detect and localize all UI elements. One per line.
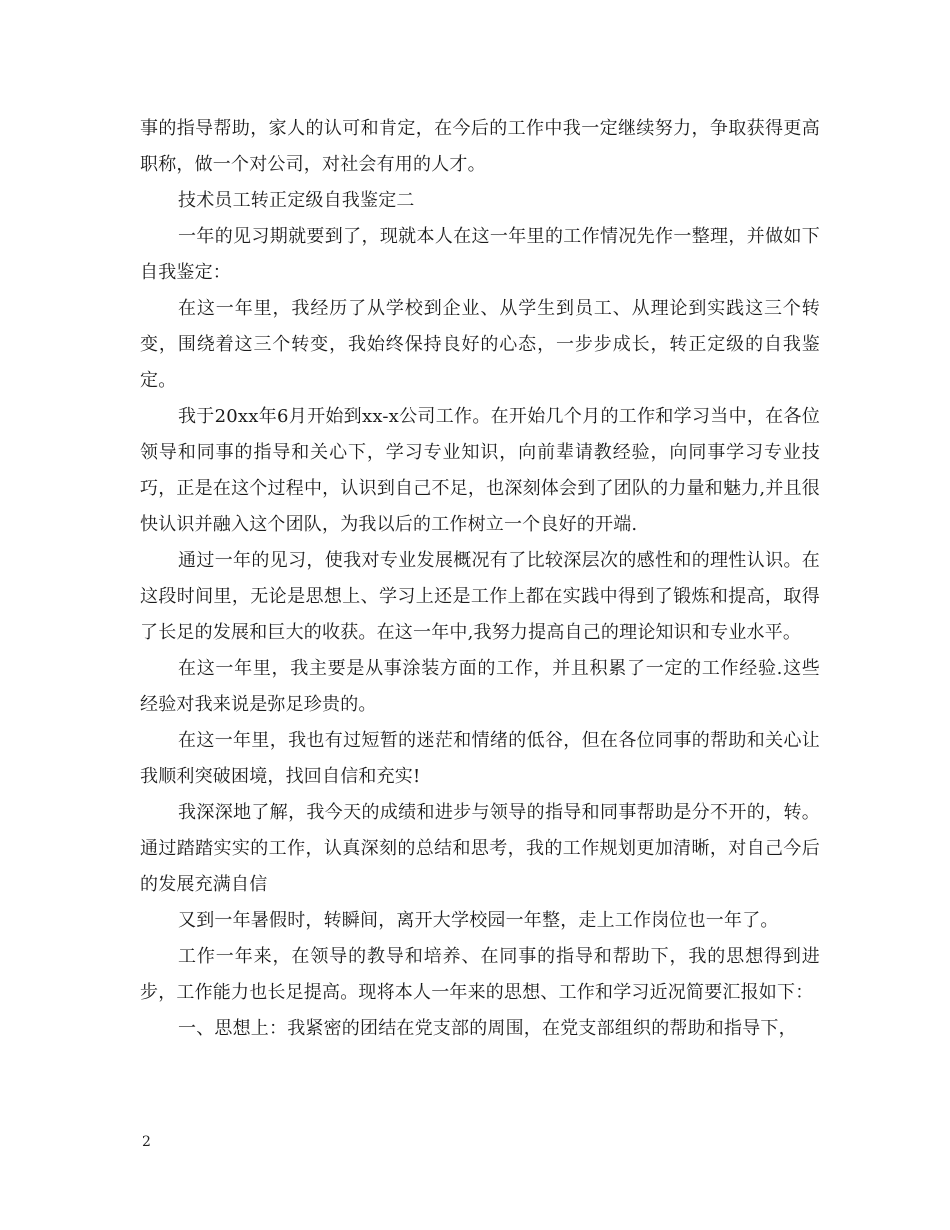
paragraph: 在这一年里，我也有过短暂的迷茫和情绪的低谷，但在各位同事的帮助和关心让我顺利突破困境，找回自信和充实! [140, 730, 820, 787]
paragraph: 一、思想上：我紧密的团结在党支部的周围，在党支部组织的帮助和指导下， [178, 1018, 797, 1039]
paragraph: 又到一年暑假时，转瞬间，离开大学校园一年整，走上工作岗位也一年了。 [178, 910, 779, 931]
section-heading: 技术员工转正定级自我鉴定二 [178, 190, 415, 211]
paragraph: 事的指导帮助，家人的认可和肯定，在今后的工作中我一定继续努力，争取获得更高职称，做一个对公司，对社会有用的人才。 [140, 118, 820, 175]
paragraph: 在这一年里，我经历了从学校到企业、从学生到员工、从理论到实践这三个转变，围绕着这三个转变，我始终保持良好的心态，一步步成长，转正定级的自我鉴定。 [140, 298, 820, 391]
document-body [140, 111, 820, 1047]
paragraph: 在这一年里，我主要是从事涂装方面的工作，并且积累了一定的工作经验.这些经验对我来说是弥足珍贵的。 [140, 658, 820, 715]
page-number: 2 [142, 1134, 151, 1150]
paragraph: 我于20xx年6月开始到xx-x公司工作。在开始几个月的工作和学习当中，在各位领导和同事的指导和关心下，学习专业知识，向前辈请教经验，向同事学习专业技巧，正是在这个过程中，认识到自己不足，也深刻体会到了团队的力量和魅力,并且很快认识并融入这个团队，为我以后的工作树立一个良好的开端. [140, 406, 820, 535]
paragraph: 通过一年的见习，使我对专业发展概况有了比较深层次的感性和的理性认识。在这段时间里，无论是思想上、学习上还是工作上都在实践中得到了锻炼和提高，取得了长足的发展和巨大的收获。在这一年中,我努力提高自己的理论知识和专业水平。 [140, 550, 820, 643]
paragraph: 我深深地了解，我今天的成绩和进步与领导的指导和同事帮助是分不开的，转。通过踏踏实实的工作，认真深刻的总结和思考，我的工作规划更加清晰，对自己今后的发展充满自信 [140, 802, 820, 895]
paragraph: 一年的见习期就要到了，现就本人在这一年里的工作情况先作一整理，并做如下自我鉴定： [140, 226, 820, 283]
paragraph: 工作一年来，在领导的教导和培养、在同事的指导和帮助下，我的思想得到进步，工作能力也长足提高。现将本人一年来的思想、工作和学习近况简要汇报如下： [140, 946, 820, 1003]
